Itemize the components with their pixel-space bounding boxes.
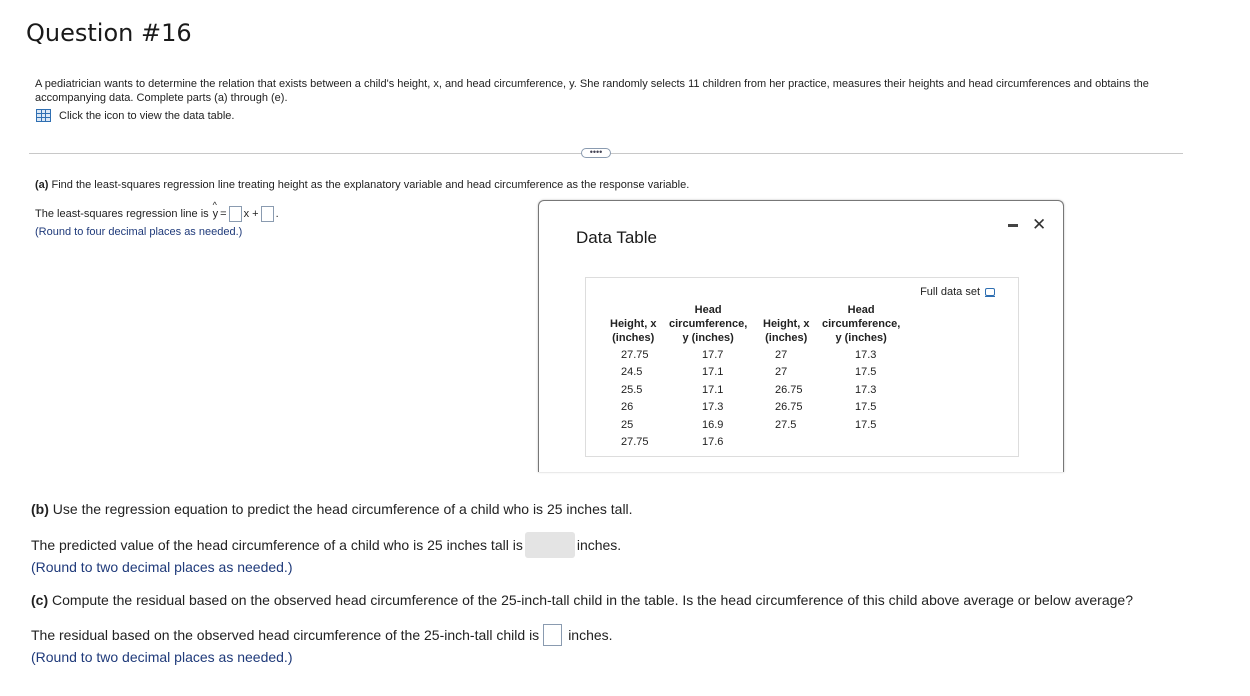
cell-circ: 17.3 [855, 349, 877, 361]
cell-height: 25 [621, 419, 634, 431]
part-a-prompt [35, 179, 689, 191]
slope-input[interactable] [229, 206, 242, 222]
full-data-label[interactable]: Full data set [920, 286, 980, 298]
header-line: y (inches) [835, 332, 887, 344]
residual-line [31, 624, 613, 646]
close-button[interactable] [1032, 215, 1046, 235]
expand-more-button[interactable]: •••• [581, 148, 611, 158]
regression-equation-line [35, 206, 279, 222]
data-table-dialog [538, 200, 1064, 472]
copy-icon[interactable] [985, 288, 995, 296]
close-icon[interactable]: ✕ [1032, 215, 1047, 234]
header-line: y (inches) [682, 332, 734, 344]
header-line: circumference, [669, 318, 748, 330]
cell-height: 24.5 [621, 366, 643, 378]
header-line: circumference, [822, 318, 901, 330]
header-line: (inches) [612, 332, 655, 344]
part-b-text: Use the regression equation to predict the head circumference of a child who is 25 inches tall. [48, 501, 633, 517]
part-b-label: (b) [31, 501, 49, 517]
header-line: Head [847, 304, 875, 316]
cell-circ: 17.3 [855, 384, 877, 396]
equation-period: . [275, 208, 279, 220]
part-c-label: (c) [31, 592, 49, 608]
cell-height: 27.75 [621, 436, 649, 448]
prediction-line [31, 532, 621, 558]
cell-height: 27.5 [775, 419, 797, 431]
cell-circ: 17.1 [702, 384, 724, 396]
data-link-label[interactable]: Click the icon to view the data table. [59, 109, 235, 122]
residual-prefix: The residual based on the observed head circumference of the 25-inch-tall child is [31, 627, 540, 643]
prediction-suffix: inches. [576, 537, 622, 553]
dialog-title: Data Table [576, 228, 657, 247]
cell-circ: 17.5 [855, 419, 877, 431]
prediction-input[interactable] [525, 532, 575, 558]
part-c-text: Compute the residual based on the observed head circumference of the 25-inch-tall child in the table. Is the head circumference of this child above average or below average? [48, 592, 1133, 608]
equation-prefix: The least-squares regression line is [35, 208, 209, 220]
cell-height: 27 [775, 349, 788, 361]
header-line: (inches) [765, 332, 808, 344]
cell-height: 27 [775, 366, 788, 378]
header-line: Height, x [610, 318, 657, 330]
minimize-button[interactable] [1006, 224, 1020, 228]
question-title: Question #16 [26, 19, 192, 47]
part-a-label: (a) [35, 179, 49, 191]
cell-circ: 17.1 [702, 366, 724, 378]
cell-height: 25.5 [621, 384, 643, 396]
residual-suffix: inches. [568, 627, 613, 643]
y-hat-symbol: ^ y [213, 208, 219, 220]
header-head-circ-1 [669, 303, 747, 345]
prediction-prefix: The predicted value of the head circumference of a child who is 25 inches tall is [31, 537, 523, 553]
view-data-table-link[interactable] [36, 109, 234, 122]
data-table [585, 277, 1019, 457]
cell-circ: 17.5 [855, 401, 877, 413]
part-b-prompt [31, 501, 633, 517]
intercept-input[interactable] [261, 206, 274, 222]
header-line: Height, x [763, 318, 810, 330]
cell-circ: 17.6 [702, 436, 724, 448]
part-a-text: Find the least-squares regression line treating height as the explanatory variable and head circumference as the response variable. [48, 179, 690, 191]
round-note-a: (Round to four decimal places as needed.) [35, 226, 243, 238]
cell-height: 26 [621, 401, 634, 413]
residual-input[interactable] [543, 624, 562, 646]
x-plus-text: x + [243, 208, 259, 220]
equals-sign: = [220, 208, 227, 220]
cell-height: 26.75 [775, 401, 803, 413]
cell-circ: 17.3 [702, 401, 724, 413]
header-height-x-1 [610, 317, 656, 345]
header-head-circ-2 [822, 303, 900, 345]
data-table-icon[interactable] [36, 109, 51, 122]
header-height-x-2 [763, 317, 809, 345]
header-line: Head [694, 304, 722, 316]
cell-circ: 17.5 [855, 366, 877, 378]
round-note-b: (Round to two decimal places as needed.) [31, 559, 293, 575]
cell-height: 27.75 [621, 349, 649, 361]
cell-circ: 17.7 [702, 349, 724, 361]
problem-intro: A pediatrician wants to determine the relation that exists between a child's height, x, and head circumference, y. She randomly selects 11 children from her practice, measures their heights and head circumferences and obtains the accompanying data. Complete parts (a) through (e). [35, 78, 1149, 104]
round-note-c: (Round to two decimal places as needed.) [31, 649, 293, 665]
cell-height: 26.75 [775, 384, 803, 396]
minimize-icon[interactable] [1008, 224, 1018, 227]
full-data-set-link[interactable] [920, 286, 995, 298]
part-c-prompt [31, 592, 1133, 608]
cell-circ: 16.9 [702, 419, 724, 431]
